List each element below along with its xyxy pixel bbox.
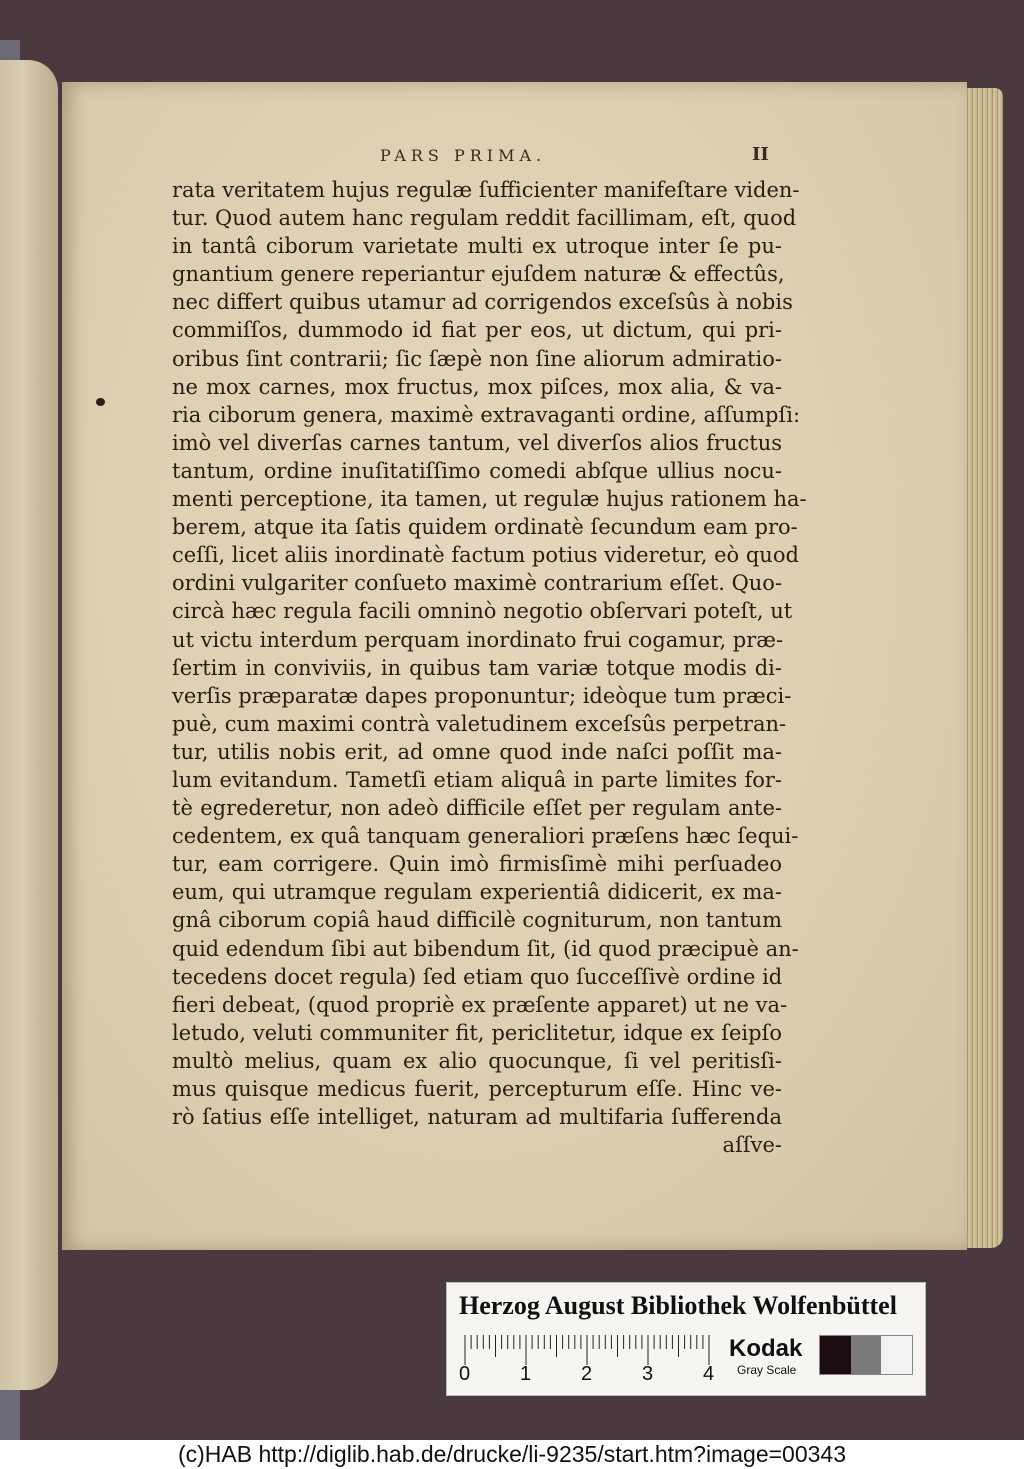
- text-line: tè egrederetur, non adeò difficile eſſet per regulam ante-: [172, 796, 782, 821]
- text-line: fieri debeat, (quod propriè ex præſente apparet) ut ne va-: [172, 992, 788, 1017]
- gray-swatch: [881, 1336, 912, 1374]
- text-line: ria ciborum genera, maximè extravaganti ordine, aſſumpſi:: [172, 402, 801, 427]
- gray-swatch: [820, 1336, 851, 1374]
- ruler-labels: [457, 1363, 717, 1387]
- text-line: tur, utilis nobis erit, ad omne quod inde naſci poſſit ma-: [172, 739, 782, 764]
- kodak-logo: Kodak: [729, 1335, 803, 1362]
- text-line: ut victu interdum perquam inordinato frui cogamur, præ-: [172, 627, 784, 652]
- ruler-label: 2: [581, 1363, 593, 1385]
- color-reference-card: [446, 1282, 926, 1396]
- text-line: mus quisque medicus fuerit, percepturum eſſe. Hinc ve-: [172, 1077, 782, 1101]
- gray-swatches: [819, 1335, 913, 1375]
- text-line: circà hæc regula facili omninò negotio obſervari poteſt, ut: [172, 599, 793, 624]
- ruler-label: 4: [703, 1363, 715, 1385]
- text-line: ſertim in conviviis, in quibus tam variæ totque modis di-: [172, 655, 782, 680]
- text-line: puè, cum maximi contrà valetudinem exceſsûs perpetran-: [172, 711, 787, 736]
- gray-swatch: [851, 1336, 882, 1374]
- text-line: imò vel diverſas carnes tantum, vel diverſos alios fructus: [172, 430, 782, 455]
- text-line: letudo, veluti communiter fit, periclitetur, idque ex ſeipſo: [172, 1020, 782, 1045]
- text-line: berem, atque ita ſatis quidem ordinatè ſecundum eam pro-: [172, 515, 798, 540]
- text-line: nec differt quibus utamur ad corrigendos exceſsûs à nobis: [172, 290, 793, 315]
- running-head: PARS PRIMA.: [380, 146, 547, 165]
- text-line: in tantâ ciborum varietate multi ex utroque inter ſe pu-: [172, 234, 782, 259]
- text-line: rò ſatius eſſe intelliget, naturam ad multifaria ſufferenda: [172, 1105, 782, 1130]
- library-name: Herzog August Bibliothek Wolfenbüttel: [459, 1291, 897, 1320]
- text-line: oribus ſint contrarii; ſic ſæpè non ſine aliorum admiratio-: [172, 346, 782, 371]
- gray-scale-label: Gray Scale: [737, 1363, 797, 1377]
- text-line: gnâ ciborum copiâ haud difficilè cogniturum, non tantum: [172, 908, 783, 933]
- text-line: rata veritatem hujus regulæ ſufficienter manifeſtare viden-: [172, 178, 800, 202]
- text-line: aſſve-: [722, 1133, 782, 1158]
- text-line: multò melius, quam ex alio quocunque, ſi vel peritisſi-: [172, 1048, 782, 1073]
- text-line: cedentem, ex quâ tanquam generaliori præſens hæc ſequi-: [172, 824, 799, 849]
- margin-mark: [96, 398, 105, 406]
- body-text: [172, 176, 807, 1159]
- text-line: quid edendum ſibi aut bibendum ſit, (id quod præcipuè an-: [172, 936, 799, 961]
- text-line: menti perceptione, ita tamen, ut regulæ hujus rationem ha-: [172, 487, 807, 512]
- facing-page-edge: [0, 60, 58, 1390]
- page-number: II: [752, 144, 769, 165]
- text-line: commiſſos, dummodo id fiat per eos, ut dictum, qui pri-: [172, 318, 782, 343]
- text-line: verſis præparatæ dapes proponuntur; ideòque tum præci-: [172, 683, 792, 708]
- ruler-label: 1: [520, 1363, 532, 1385]
- text-line: ordini vulgariter conſueto maximè contrarium eſſet. Quo-: [172, 571, 783, 596]
- text-line: tantum, ordine inuſitatiſſimo comedi abſque ullius nocu-: [172, 458, 782, 483]
- text-line: ceſſi, licet aliis inordinatè factum potius videretur, eò quod: [172, 543, 799, 568]
- text-line: eum, qui utramque regulam experientiâ didicerit, ex ma-: [172, 880, 782, 905]
- text-line: ne mox carnes, mox fructus, mox piſces, mox alia, & va-: [172, 374, 782, 399]
- ruler-label: 3: [642, 1363, 654, 1385]
- text-line: tecedens docet regula) ſed etiam quo ſucceſſivè ordine id: [172, 964, 783, 989]
- copyright-footer: (c)HAB http://diglib.hab.de/drucke/li-9235/start.htm?image=00343: [0, 1440, 1024, 1469]
- text-line: tur. Quod autem hanc regulam reddit facillimam, eſt, quod: [172, 206, 797, 231]
- ruler-label: 0: [459, 1363, 471, 1385]
- text-line: gnantium genere reperiantur ejuſdem naturæ & effectûs,: [172, 262, 785, 287]
- text-line: lum evitandum. Tametſi etiam aliquâ in parte limites for-: [172, 767, 782, 792]
- ruler-scale: [463, 1335, 713, 1365]
- text-line: tur, eam corrigere. Quin imò firmisſimè mihi perſuadeo: [172, 852, 782, 877]
